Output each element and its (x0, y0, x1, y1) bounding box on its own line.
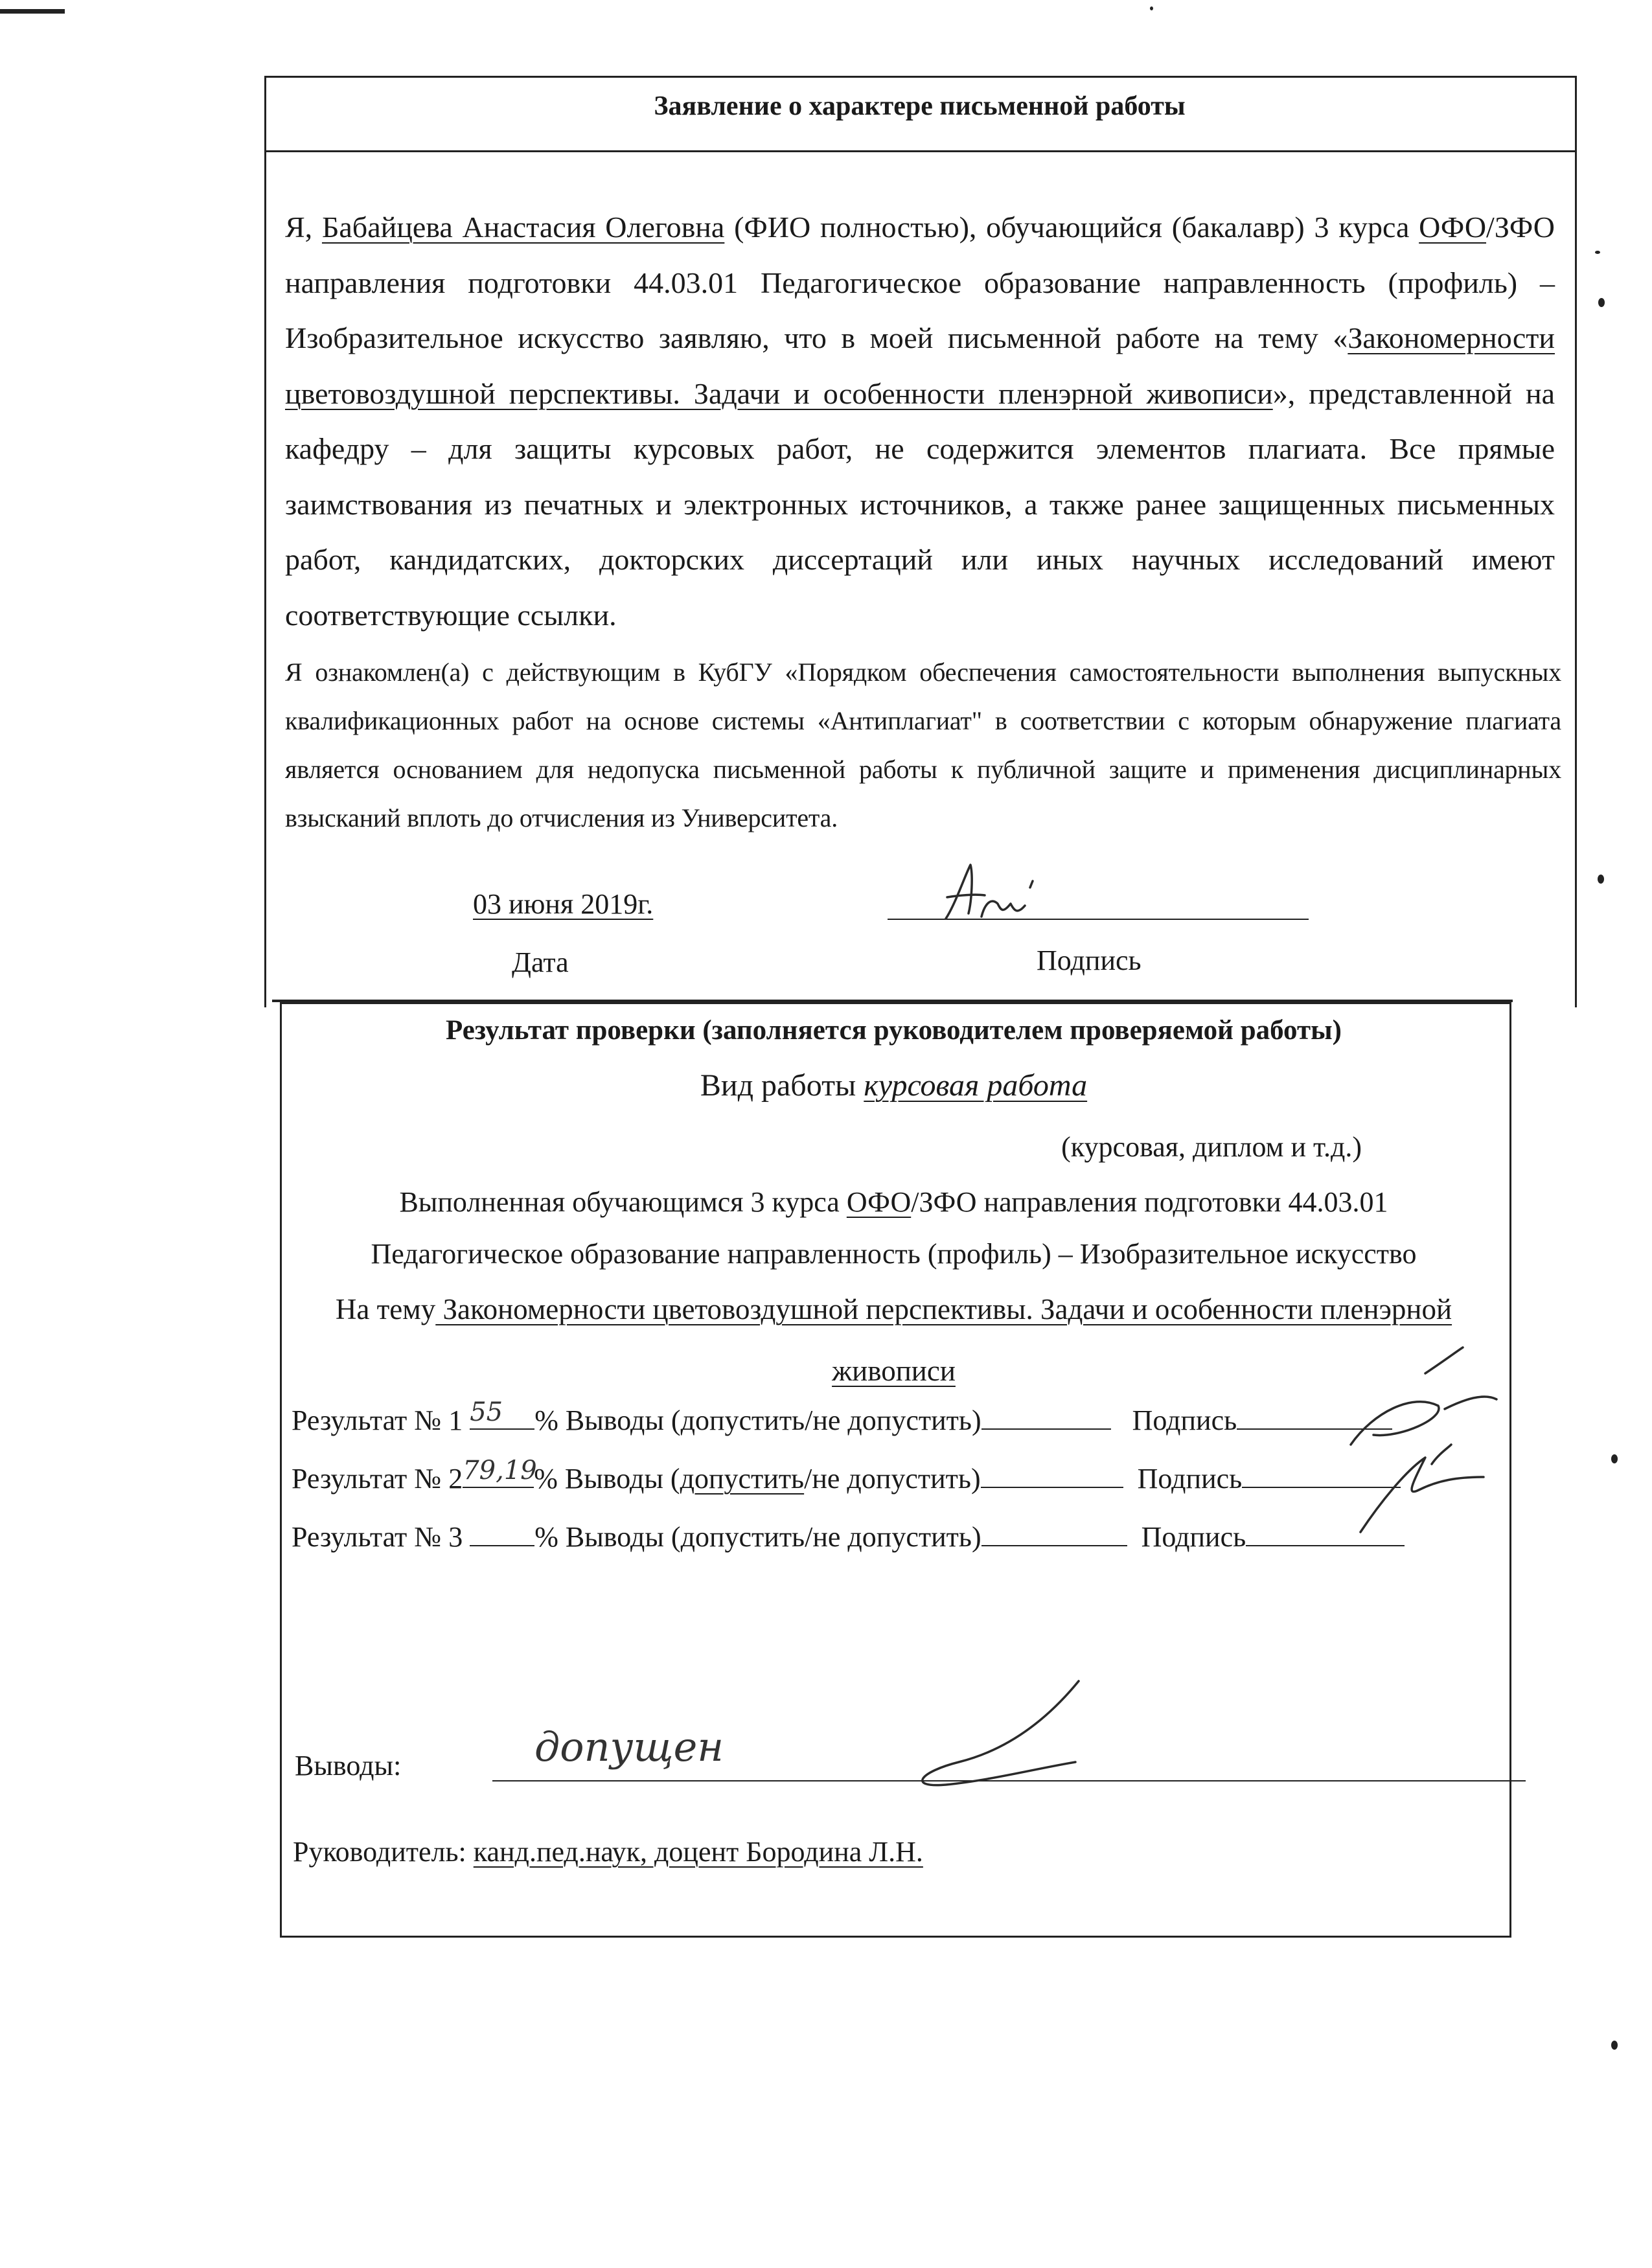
scan-dot (1611, 2041, 1618, 2050)
conclusions-line (492, 1780, 1526, 1781)
acknowledgement-statement: Я ознакомлен(а) с действующим в КубГУ «Порядком обеспечения самостоятельности выполнения выпускных квалификационных работ на основе системы «Антиплагиат" в соответствии с которым обнаружение плагиата является основанием для недопуска письменной работы к публичной защите и применения дисциплинарных взысканий вплоть до отчисления из Университета. (285, 658, 1561, 832)
supervisor-name: канд.пед.наук, доцент Бородина Л.Н. (473, 1836, 923, 1868)
scan-dot (1598, 875, 1604, 884)
date-value: 03 июня 2019г. (473, 888, 654, 920)
result-2-value: 79,19 (463, 1456, 537, 1485)
work-type-value: курсовая работа (864, 1068, 1088, 1103)
title-separator (264, 150, 1575, 152)
conclusions-label: Выводы: (295, 1750, 402, 1781)
scan-dot (1611, 1454, 1618, 1463)
declaration-statement: Я, Бабайцева Анастасия Олеговна (ФИО полностью), обучающийся (бакалавр) 3 курса ОФО/ЗФО направления подготовки 44.03.01 Педагогическое образование направленность (профиль) – Изобразительное искусство заявляю, что в моей письменной работе на тему «Закономерности цветовоздушной перспективы. Задачи и особенности пленэрной живописи», представленной на кафедру – для защиты курсовых работ, не содержится элементов плагиата. Все прямые заимствования из печатных и электронных источников, а также ранее защищенных письменных работ, кандидатских, докторских диссертаций или иных научных исследований имеют соответствующие ссылки. (285, 211, 1555, 632)
work-topic: Закономерности цветовоздушной перспективы. Задачи и особенности пленэрной живописи (285, 321, 1555, 410)
topic-line-2: живописи (832, 1355, 956, 1387)
result-1-value: 55 (470, 1397, 503, 1427)
form-ofo: ОФО (1419, 211, 1487, 244)
scan-dot (1595, 251, 1600, 254)
performed-ofo: ОФО (846, 1186, 912, 1218)
scan-mark (0, 9, 65, 14)
conclusions-value: допущен (534, 1723, 724, 1770)
performed-line-2: Педагогическое образование направленность (профиль) – Изобразительное искусство (371, 1238, 1417, 1270)
signature-label: Подпись (1037, 945, 1141, 976)
result-row-3: Результат № 3 % Выводы (допустить/не допустить) Подпись (292, 1519, 1405, 1553)
work-type-note: (курсовая, диплом и т.д.) (1061, 1131, 1362, 1163)
result-title: Результат проверки (заполняется руководителем проверяемой работы) (446, 1015, 1342, 1046)
scan-dot (1150, 6, 1153, 10)
supervisor: Руководитель: канд.пед.наук, доцент Бородина Л.Н. (293, 1836, 923, 1868)
work-type: Вид работы курсовая работа (700, 1068, 1088, 1103)
declaration-title: Заявление о характере письменной работы (654, 91, 1186, 121)
result-row-1: Результат № 1 55 % Выводы (допустить/не допустить) Подпись (292, 1403, 1392, 1437)
result-row-2: Результат № 2 79,19 % Выводы (допустить/не допустить) Подпись (292, 1461, 1401, 1495)
scan-dot (1598, 298, 1605, 307)
topic-line-1: На тему Закономерности цветовоздушной перспективы. Задачи и особенности пленэрной (335, 1293, 1452, 1325)
performed-line-1: Выполненная обучающимся 3 курса ОФО/ЗФО направления подготовки 44.03.01 (399, 1186, 1388, 1218)
signature-line (888, 919, 1309, 920)
date-label: Дата (512, 946, 569, 978)
student-name: Бабайцева Анастасия Олеговна (321, 211, 725, 244)
